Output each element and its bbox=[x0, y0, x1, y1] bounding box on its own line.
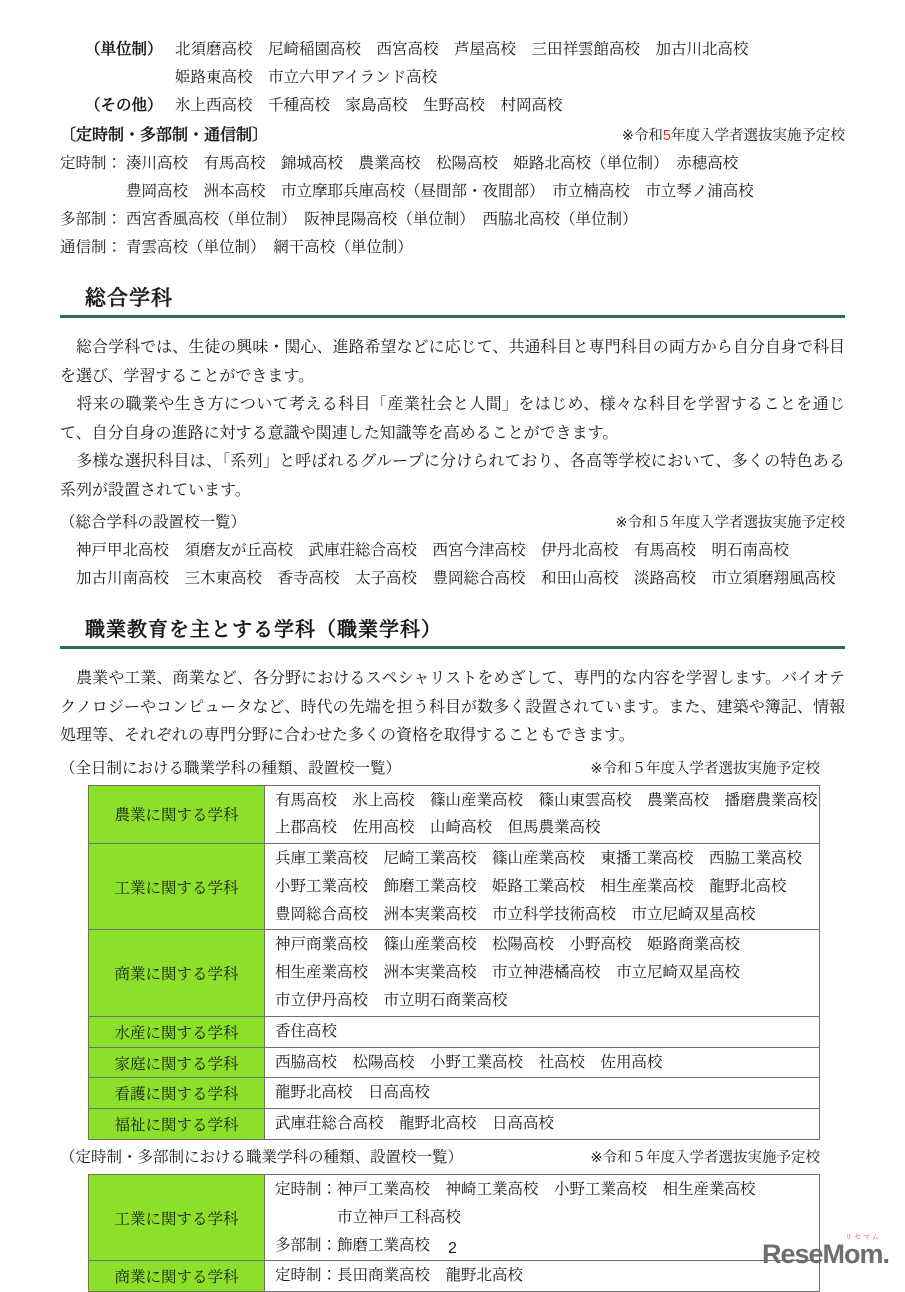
fulltime-table-caption-row bbox=[60, 755, 820, 783]
table-row-industry bbox=[89, 843, 819, 929]
sogo-paragraph-3: 多様な選択科目は、「系列」と呼ばれるグループに分けられており、各高等学校において、多くの特色ある系列が設置されています。 bbox=[60, 453, 845, 499]
school-list-line: 有馬高校 氷上高校 篠山産業高校 篠山東雲高校 農業高校 播磨農業高校 bbox=[275, 791, 818, 809]
others-label: （その他） bbox=[85, 97, 163, 114]
category-cell: 農業に関する学科 bbox=[89, 786, 265, 844]
school-list-line: 小野工業高校 飾磨工業高校 姫路工業高校 相生産業高校 龍野北高校 bbox=[275, 877, 787, 895]
sogo-caption: （総合学科の設置校一覧） bbox=[60, 514, 247, 531]
schools-cell bbox=[265, 930, 819, 1015]
parttime-table-caption-row bbox=[60, 1144, 820, 1172]
note-prefix: ※令和 bbox=[621, 128, 663, 144]
selection-note bbox=[622, 124, 845, 145]
school-list-line: 神戸甲北高校 須磨友が丘高校 武庫荘総合高校 西宮今津高校 伊丹北高校 有馬高校 明石南高校 bbox=[76, 542, 790, 559]
parttime-heading-row bbox=[60, 122, 845, 150]
table-row-nursing bbox=[89, 1077, 819, 1108]
schools-cell bbox=[265, 1048, 819, 1078]
parttime-vocational-table bbox=[88, 1174, 820, 1292]
school-list-line: 姫路東高校 市立六甲アイランド高校 bbox=[175, 69, 438, 86]
sogo-caption-row bbox=[60, 509, 845, 537]
school-list-line: 定時制：長田商業高校 龍野北高校 bbox=[275, 1267, 524, 1285]
school-list-line: 北須磨高校 尼崎稲園高校 西宮高校 芦屋高校 三田祥雲館高校 加古川北高校 bbox=[175, 41, 749, 58]
school-list-line: 湊川高校 有馬高校 錦城高校 農業高校 松陽高校 姫路北高校（単位制） 赤穂高校 bbox=[126, 155, 739, 172]
table-row-home-economics bbox=[89, 1047, 819, 1078]
school-list-line: 青雲高校（単位制） 網干高校（単位制） bbox=[126, 239, 413, 256]
teijisei-row bbox=[60, 150, 845, 206]
school-list-line: 豊岡総合高校 洲本実業高校 市立科学技術高校 市立尼崎双星高校 bbox=[275, 905, 756, 923]
others-row bbox=[60, 92, 845, 120]
tsushinsei-schools bbox=[126, 234, 845, 262]
schools-cell bbox=[265, 844, 819, 929]
school-list-line: 相生産業高校 洲本実業高校 市立神港橘高校 市立尼崎双星高校 bbox=[275, 964, 741, 982]
selection-note: ※令和５年度入学者選抜実施予定校 bbox=[590, 760, 820, 777]
vocational-paragraph: 農業や工業、商業など、各分野におけるスペシャリストをめざして、専門的な内容を学習します。バイオテクノロジーやコンピュータなど、時代の先端を担う科目が数多く設置されています。また、建築や簿記、情報処理等、それぞれの専門分野に合わせた多くの資格を取得することもできます。 bbox=[60, 670, 845, 744]
teijisei-schools bbox=[126, 150, 845, 206]
category-cell: 福祉に関する学科 bbox=[89, 1109, 265, 1139]
category-cell: 家庭に関する学科 bbox=[89, 1048, 265, 1078]
schools-cell bbox=[265, 1109, 819, 1139]
resemom-logo bbox=[761, 1234, 889, 1269]
resemom-logo-text: ReseMom. bbox=[761, 1239, 889, 1269]
school-list-line: 定時制：神戸工業高校 神崎工業高校 小野工業高校 相生産業高校 bbox=[275, 1181, 756, 1199]
school-list-line: 西宮香風高校（単位制） 阪神昆陽高校（単位制） 西脇北高校（単位制） bbox=[126, 211, 638, 228]
selection-note: ※令和５年度入学者選抜実施予定校 bbox=[590, 1150, 820, 1167]
tabusei-label: 多部制： bbox=[60, 211, 123, 228]
category-cell: 商業に関する学科 bbox=[89, 1261, 265, 1291]
tabusei-schools bbox=[126, 206, 845, 234]
schools-cell bbox=[265, 786, 822, 844]
unit-system-label: （単位制） bbox=[85, 41, 163, 58]
sogo-school-list bbox=[60, 537, 845, 593]
schools-cell bbox=[265, 1261, 819, 1291]
parttime-table-caption: （定時制・多部制における職業学科の種類、設置校一覧） bbox=[60, 1149, 464, 1167]
school-list-line: 加古川南高校 三木東高校 香寺高校 太子高校 豊岡総合高校 和田山高校 淡路高校 市立須磨翔風高校 bbox=[76, 570, 836, 587]
school-list-line: 市立伊丹高校 市立明石商業高校 bbox=[275, 992, 508, 1010]
schools-cell bbox=[265, 1078, 819, 1108]
teijisei-label: 定時制： bbox=[60, 155, 123, 172]
sogo-paragraph-1: 総合学科では、生徒の興味・関心、進路希望などに応じて、共通科目と専門科目の両方から自分自身で科目を選び、学習することができます。 bbox=[60, 339, 845, 385]
parttime-heading: 〔定時制・多部制・通信制〕 bbox=[60, 127, 269, 144]
table-row-fisheries bbox=[89, 1016, 819, 1047]
tsushinsei-row bbox=[60, 234, 845, 262]
table-row-commerce-parttime bbox=[89, 1260, 819, 1291]
resemom-logo-ruby: リセマム bbox=[845, 1234, 881, 1241]
school-list-line: 氷上西高校 千種高校 家島高校 生野高校 村岡高校 bbox=[175, 97, 563, 114]
category-cell: 看護に関する学科 bbox=[89, 1078, 265, 1108]
selection-note: ※令和５年度入学者選抜実施予定校 bbox=[615, 515, 845, 531]
unit-system-schools bbox=[175, 36, 845, 92]
school-list-line: 多部制：飾磨工業高校 bbox=[275, 1236, 431, 1254]
school-list-line: 神戸商業高校 篠山産業高校 松陽高校 小野高校 姫路商業高校 bbox=[275, 936, 741, 954]
category-cell: 工業に関する学科 bbox=[89, 1175, 265, 1260]
sogo-paragraph-2: 将来の職業や生き方について考える科目「産業社会と人間」をはじめ、様々な科目を学習することを通じて、自分自身の進路に対する意識や関連した知識等を高めることができます。 bbox=[60, 396, 845, 442]
school-list-line: 龍野北高校 日高高校 bbox=[275, 1084, 431, 1102]
table-row-commerce bbox=[89, 929, 819, 1015]
tabusei-row bbox=[60, 206, 845, 234]
schools-cell bbox=[265, 1017, 819, 1047]
fulltime-table-caption: （全日制における職業学科の種類、設置校一覧） bbox=[60, 759, 402, 777]
note-suffix: 年度入学者選抜実施予定校 bbox=[671, 128, 845, 144]
fulltime-vocational-table bbox=[88, 785, 820, 1141]
table-row-agriculture bbox=[89, 786, 819, 844]
school-list-line: 上郡高校 佐用高校 山崎高校 但馬農業高校 bbox=[275, 819, 601, 837]
school-list-line: 豊岡高校 洲本高校 市立摩耶兵庫高校（昼間部・夜間部） 市立楠高校 市立琴ノ浦高校 bbox=[126, 183, 754, 200]
page-number: 2 bbox=[448, 1240, 457, 1257]
school-list-line: 西脇高校 松陽高校 小野工業高校 社高校 佐用高校 bbox=[275, 1053, 663, 1071]
category-cell: 工業に関する学科 bbox=[89, 844, 265, 929]
school-list-line: 武庫荘総合高校 龍野北高校 日高高校 bbox=[275, 1115, 555, 1133]
sogo-section-heading: 総合学科 bbox=[60, 286, 845, 318]
school-list-line: 市立神戸工科高校 bbox=[275, 1208, 462, 1226]
unit-system-row bbox=[60, 36, 845, 92]
table-row-welfare bbox=[89, 1108, 819, 1139]
others-schools bbox=[175, 92, 845, 120]
vocational-section-heading: 職業教育を主とする学科（職業学科） bbox=[60, 617, 845, 649]
category-cell: 商業に関する学科 bbox=[89, 930, 265, 1015]
tsushinsei-label: 通信制： bbox=[60, 239, 123, 256]
category-cell: 水産に関する学科 bbox=[89, 1017, 265, 1047]
note-red-year: 5 bbox=[662, 128, 671, 144]
school-list-line: 兵庫工業高校 尼崎工業高校 篠山産業高校 東播工業高校 西脇工業高校 bbox=[275, 850, 803, 868]
school-list-line: 香住高校 bbox=[275, 1022, 338, 1040]
